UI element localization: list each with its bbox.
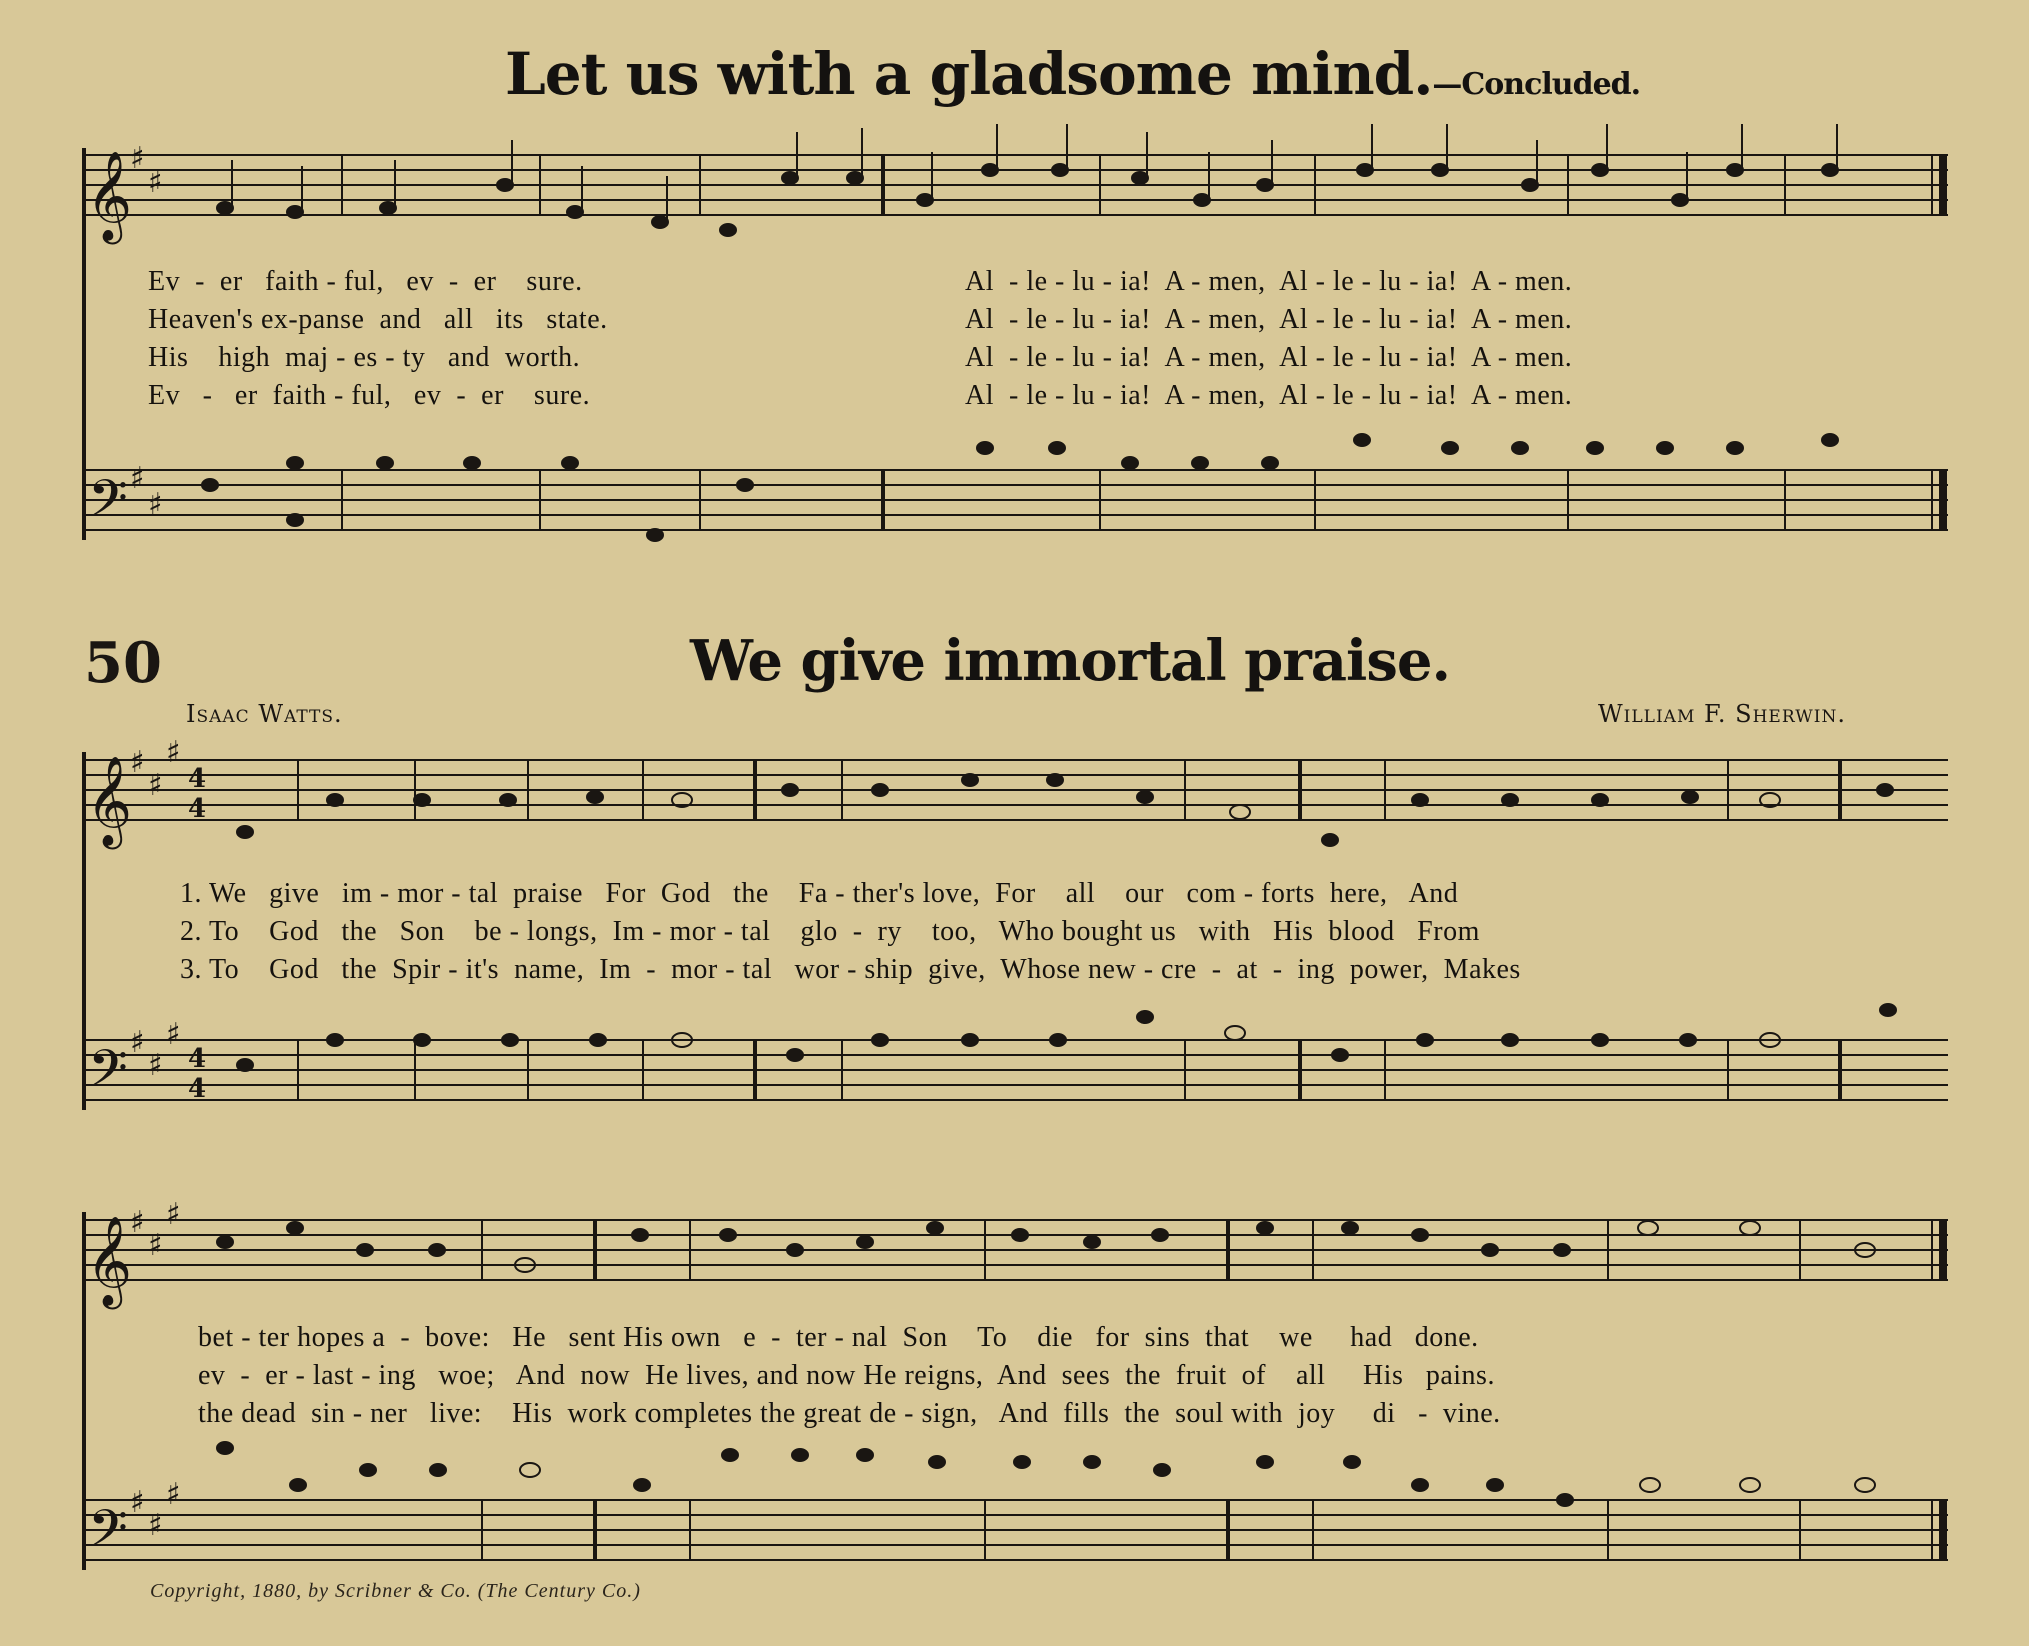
svg-text:𝄞: 𝄞 <box>86 1216 133 1306</box>
svg-text:♯: ♯ <box>130 141 145 176</box>
hymn-verse-3-line-2: the dead sin - ner live: His work completes the great de - sign, And fills the soul with joy di - vine. <box>198 1398 1501 1429</box>
svg-text:♯: ♯ <box>166 1017 181 1052</box>
top-verse-line-4: Ev - er faith - ful, ev - er sure. <box>148 380 591 411</box>
svg-text:4: 4 <box>188 764 207 794</box>
hymn-composer: William F. Sherwin. <box>1598 700 1846 728</box>
svg-text:♯: ♯ <box>166 735 181 770</box>
top-refrain-line-1: Al - le - lu - ia! A - men, Al - le - lu - ia! A - men. <box>965 266 1573 297</box>
top-refrain-line-3: Al - le - lu - ia! A - men, Al - le - lu - ia! A - men. <box>965 342 1573 373</box>
hymn-verse-1-line-2: bet - ter hopes a - bove: He sent His own e - ter - nal Son To die for sins that we had done. <box>198 1322 1479 1353</box>
top-verse-line-1: Ev - er faith - ful, ev - er sure. <box>148 266 583 297</box>
staff-top-treble <box>82 155 1948 215</box>
svg-text:𝄞: 𝄞 <box>86 151 133 241</box>
svg-text:♯: ♯ <box>148 165 163 200</box>
top-verse-line-2: Heaven's ex-panse and all its state. <box>148 304 608 335</box>
notes-hymn-bass-2 <box>217 1442 1875 1506</box>
section-title-text: Let us with a gladsome mind. <box>505 40 1433 108</box>
top-refrain-line-4: Al - le - lu - ia! A - men, Al - le - lu - ia! A - men. <box>965 380 1573 411</box>
hymn-verse-1-line-1: 1. We give im - mor - tal praise For God the Fa - ther's love, For all our com - forts here, And <box>180 878 1459 909</box>
staff-hymn-bass-1 <box>82 1040 1948 1100</box>
svg-text:𝄢: 𝄢 <box>88 468 128 541</box>
hymn-verse-2-line-2: ev - er - last - ing woe; And now He lives, and now He reigns, And sees the fruit of all His pains. <box>198 1360 1495 1391</box>
svg-text:𝄞: 𝄞 <box>86 756 133 846</box>
notes-top-bass <box>202 434 1838 541</box>
svg-text:♯: ♯ <box>148 1048 163 1083</box>
svg-text:♯: ♯ <box>130 1025 145 1060</box>
staff-top-bass <box>82 470 1948 530</box>
notes-top-treble <box>217 124 1838 236</box>
svg-text:♯: ♯ <box>130 745 145 780</box>
top-refrain-line-2: Al - le - lu - ia! A - men, Al - le - lu - ia! A - men. <box>965 304 1573 335</box>
hymn-author: Isaac Watts. <box>186 700 343 728</box>
svg-text:♯: ♯ <box>166 1477 181 1512</box>
notes-hymn-bass-1 <box>237 1004 1896 1071</box>
hymn-verse-3-line-1: 3. To God the Spir - it's name, Im - mor - tal wor - ship give, Whose new - cre - at - ing power, Makes <box>180 954 1521 985</box>
svg-text:♯: ♯ <box>130 461 145 496</box>
hymn-number: 50 <box>84 630 162 696</box>
svg-text:4: 4 <box>188 794 207 824</box>
staff-hymn-bass-2 <box>82 1500 1948 1560</box>
svg-text:♯: ♯ <box>166 1197 181 1232</box>
svg-text:𝄢: 𝄢 <box>88 1498 128 1571</box>
top-verse-line-3: His high maj - es - ty and worth. <box>148 342 581 373</box>
section-title-suffix: —Concluded. <box>1432 67 1641 102</box>
svg-text:4: 4 <box>188 1074 207 1104</box>
svg-text:4: 4 <box>188 1044 207 1074</box>
svg-text:♯: ♯ <box>148 487 163 522</box>
copyright-notice: Copyright, 1880, by Scribner & Co. (The Century Co.) <box>150 1580 641 1602</box>
staff-hymn-treble-1 <box>82 760 1948 820</box>
svg-text:♯: ♯ <box>148 1228 163 1263</box>
hymn-verse-2-line-1: 2. To God the Son be - longs, Im - mor - tal glo - ry too, Who bought us with His blood From <box>180 916 1480 947</box>
svg-text:♯: ♯ <box>130 1205 145 1240</box>
notes-hymn-treble-1 <box>237 774 1893 846</box>
svg-text:𝄢: 𝄢 <box>88 1038 128 1111</box>
svg-text:♯: ♯ <box>148 768 163 803</box>
svg-text:♯: ♯ <box>148 1508 163 1543</box>
svg-text:♯: ♯ <box>130 1485 145 1520</box>
hymn-title: We give immortal praise. <box>690 628 1450 694</box>
